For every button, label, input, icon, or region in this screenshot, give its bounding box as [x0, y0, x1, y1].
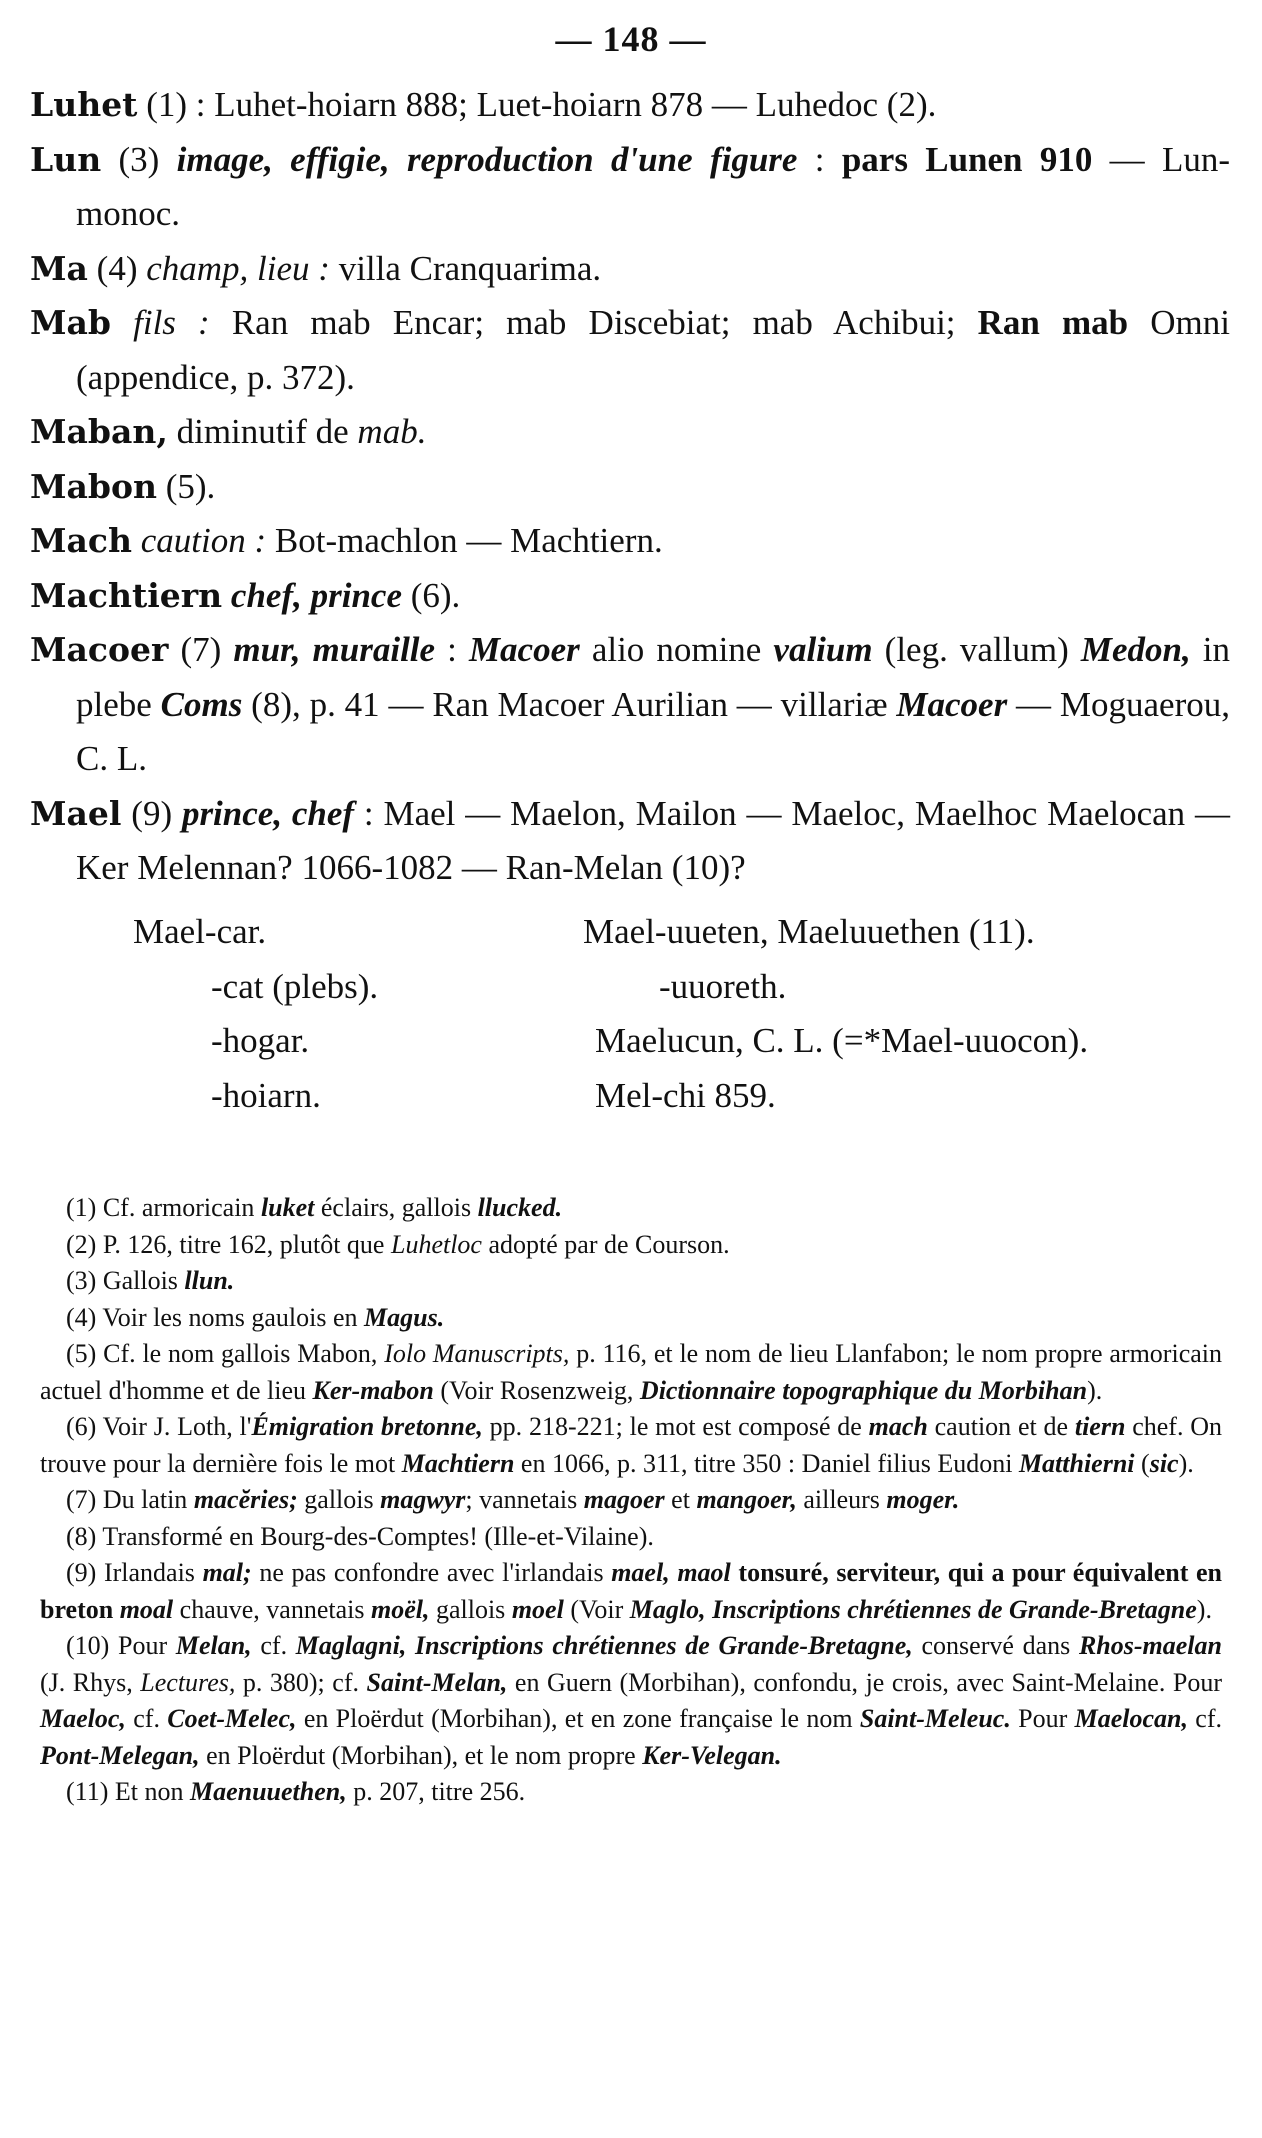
note-term: moger.: [886, 1485, 960, 1514]
headword: Mabon: [30, 466, 157, 506]
note-term: magoer: [583, 1485, 665, 1514]
note-term: luket: [260, 1193, 315, 1222]
headword: Maban,: [30, 412, 168, 451]
footnote-8: [40, 1519, 1222, 1556]
note-text: p. 116, et le nom de lieu Llanfabon; le nom propre armoricain actuel d'homme et de lieu: [40, 1339, 1222, 1405]
note-term: Maenuuethen,: [189, 1777, 347, 1806]
headword: Machtiern: [30, 575, 223, 615]
note-term: Lectures,: [140, 1667, 236, 1697]
italic-term: valium: [773, 630, 873, 669]
note-text: tonsuré, serviteur, qui a pour équivalent en breton: [40, 1558, 1222, 1624]
note-text: en Ploërdut (Morbihan), et le nom propre: [199, 1740, 643, 1770]
separator: :: [435, 630, 469, 669]
headword: Ma: [30, 248, 88, 288]
dictionary-entries: [30, 78, 1230, 896]
headword: Macoer: [30, 630, 169, 669]
derivative-item: -uuoreth.: [659, 966, 787, 1006]
note-term: macĕries;: [193, 1485, 298, 1514]
note-term: Maeloc,: [40, 1704, 126, 1733]
page-number: — 148 —: [555, 19, 707, 59]
footnote-6: [40, 1409, 1222, 1482]
gloss: prince, chef: [181, 793, 355, 833]
note-term: magwyr: [380, 1485, 466, 1514]
headword: Mach: [30, 521, 132, 560]
entry-machtiern: [30, 569, 1230, 624]
note-text: (2) P. 126, titre 162, plutôt que: [66, 1229, 391, 1259]
footnote-3: [40, 1263, 1222, 1300]
derivative-item: Mael-car.: [133, 912, 267, 951]
note-term: llucked.: [477, 1193, 563, 1222]
entry-text: — Moguaerou, C. L.: [76, 684, 1230, 778]
footnote-ref: (7): [168, 630, 234, 669]
entry-mabon: [30, 460, 1230, 515]
entry-luhet: [30, 78, 1230, 133]
footnote-10: [40, 1628, 1222, 1774]
note-text: en Guern (Morbihan), confondu, je crois, avec Saint-Melaine. Pour: [507, 1667, 1222, 1697]
note-text: (6) Voir J. Loth, l': [66, 1412, 252, 1441]
footnote-5: [40, 1336, 1222, 1409]
note-term: Machtiern: [401, 1448, 515, 1478]
note-term: Iolo Manuscripts,: [384, 1339, 570, 1368]
note-text: en Ploërdut (Morbihan), et en zone française le nom: [296, 1704, 860, 1733]
italic-term: Macoer: [896, 684, 1008, 724]
note-text: ).: [1178, 1448, 1194, 1478]
gloss: caution :: [132, 521, 267, 560]
entry-text: (5).: [157, 466, 216, 506]
note-term: Pont-Melegan,: [40, 1740, 200, 1770]
note-text: gallois: [297, 1485, 381, 1514]
headword: Luhet: [30, 85, 138, 124]
note-text: caution et de: [927, 1412, 1075, 1441]
entry-mach: [30, 514, 1230, 569]
note-text: (Voir Rosenzweig,: [433, 1375, 640, 1405]
entry-text: (1) : Luhet-hoiarn 888; Luet-hoiarn 878 — Luhedoc (2).: [137, 85, 937, 124]
note-term: moal: [119, 1594, 174, 1624]
entry-ma: [30, 242, 1230, 297]
footnote-ref: (3): [101, 139, 177, 179]
derivative-item: -cat (plebs).: [211, 966, 379, 1006]
note-text: (3) Gallois: [66, 1266, 185, 1295]
note-text: (4) Voir les noms gaulois en: [66, 1302, 365, 1332]
gloss: champ, lieu :: [146, 248, 330, 288]
note-term: Saint-Melan,: [366, 1667, 508, 1697]
footnote-2: [40, 1227, 1222, 1264]
gloss: image, effigie, reproduction d'une figure: [176, 139, 798, 179]
note-text: pp. 218-221; le mot est composé de: [482, 1412, 869, 1441]
entry-text: (6).: [401, 575, 461, 615]
note-text: Pour: [1010, 1704, 1075, 1733]
note-term: Maglo, Inscriptions chrétiennes de Grande-Bretagne: [629, 1594, 1197, 1624]
note-term: Dictionnaire topographique du Morbihan: [639, 1375, 1088, 1405]
note-term: llun.: [184, 1266, 235, 1295]
headword: Lun: [30, 139, 102, 179]
entry-text: Bot-machlon — Machtiern.: [266, 521, 663, 560]
italic-term: Coms: [160, 684, 243, 724]
derivative-item: -hogar.: [211, 1021, 310, 1060]
note-term: Melan,: [175, 1631, 252, 1660]
footnote-7: [40, 1482, 1222, 1519]
note-text: cf.: [251, 1631, 296, 1660]
entry-mael: [30, 787, 1230, 896]
note-term: Luhetloc: [390, 1229, 482, 1259]
note-text: p. 380); cf.: [235, 1667, 367, 1697]
note-text: (7) Du latin: [66, 1485, 194, 1514]
note-term: Émigration bretonne,: [251, 1412, 483, 1441]
entry-text: (leg. vallum): [872, 630, 1081, 669]
entry-text: Omni (appendice, p. 372).: [76, 303, 1230, 397]
note-text: conservé dans: [912, 1631, 1079, 1660]
entry-lun: [30, 133, 1230, 242]
footnote-1: [40, 1190, 1222, 1227]
derivatives-left-column: [133, 905, 553, 1123]
note-text: (J. Rhys,: [40, 1667, 141, 1697]
entry-mab: [30, 296, 1230, 405]
separator: :: [797, 139, 842, 179]
entry-text: (8), p. 41 — Ran Macoer Aurilian — villariæ: [242, 684, 897, 724]
note-term: mangoer,: [696, 1485, 797, 1514]
note-text: éclairs, gallois: [314, 1193, 478, 1222]
derivative-item: -hoiarn.: [211, 1075, 321, 1115]
note-term: Maglagni, Inscriptions chrétiennes de Grande-Bretagne,: [295, 1631, 913, 1660]
italic-term: Macoer: [468, 630, 580, 669]
entry-macoer: [30, 623, 1230, 787]
note-text: gallois: [429, 1594, 512, 1624]
note-text: ).: [1087, 1375, 1103, 1405]
gloss: fils :: [111, 303, 210, 342]
note-text: ).: [1196, 1594, 1212, 1624]
note-term: Ker-mabon: [312, 1375, 434, 1405]
note-text: (: [1134, 1448, 1150, 1478]
derivative-item: Mel-chi 859.: [595, 1075, 776, 1115]
note-text: ne pas confondre avec l'irlandais: [251, 1558, 612, 1587]
note-text: (1) Cf. armoricain: [66, 1193, 261, 1222]
note-text: cf.: [1187, 1704, 1223, 1733]
note-text: ; vannetais: [465, 1485, 584, 1514]
note-term: mal;: [202, 1558, 252, 1587]
note-term: Maelocan,: [1074, 1704, 1188, 1733]
note-text: p. 207, titre 256.: [346, 1777, 526, 1806]
headword: Mael: [30, 793, 122, 833]
entry-text: Ran mab Encar; mab Discebiat; mab Achibui;: [209, 303, 978, 342]
note-text: cf.: [125, 1704, 168, 1733]
note-text: (5) Cf. le nom gallois Mabon,: [66, 1339, 385, 1368]
note-term: Ker-Velegan.: [642, 1740, 782, 1770]
derivative-item: Mael-uueten, Maeluuethen (11).: [583, 912, 1035, 951]
note-term: moel: [511, 1594, 564, 1624]
footnote-ref: (4): [87, 248, 147, 288]
entry-text: diminutif de: [167, 412, 358, 451]
headword: Mab: [30, 303, 111, 342]
entry-maban: [30, 405, 1230, 460]
entry-text: villa Cranquarima.: [329, 248, 602, 288]
note-term: Rhos-maelan: [1078, 1631, 1222, 1660]
derivatives-right-column: [583, 905, 1223, 1123]
note-term: moël,: [370, 1594, 430, 1624]
italic-term: Medon,: [1080, 630, 1191, 669]
note-term: mael, maol: [611, 1558, 731, 1587]
note-text: (Voir: [563, 1594, 630, 1624]
entry-text: in plebe: [76, 630, 1231, 724]
note-text: (10) Pour: [66, 1631, 176, 1660]
derivative-item: Maelucun, C. L. (=*Mael-uuocon).: [595, 1021, 1089, 1060]
note-term: tiern: [1074, 1412, 1126, 1441]
gloss: mur, muraille: [233, 630, 436, 669]
note-text: chauve, vannetais: [173, 1594, 371, 1624]
footnote-4: [40, 1300, 1222, 1337]
footnote-11: [40, 1774, 1222, 1811]
note-text: et: [664, 1485, 697, 1514]
entry-text: — Lun-monoc.: [76, 139, 1231, 233]
note-text: ailleurs: [796, 1485, 887, 1514]
footnote-ref: (9): [121, 793, 182, 833]
note-term: sic: [1149, 1448, 1179, 1478]
note-term: Saint-Meleuc.: [859, 1704, 1011, 1733]
note-term: Magus.: [364, 1302, 445, 1332]
note-text: (9) Irlandais: [66, 1558, 203, 1587]
note-term: Matthierni: [1018, 1448, 1135, 1478]
gloss: mab.: [357, 412, 427, 451]
note-text: chef. On trouve pour la dernière fois le mot: [40, 1412, 1223, 1478]
note-text: (8) Transformé en Bourg-des-Comptes! (Ille-et-Vilaine).: [66, 1521, 654, 1551]
note-text: (11) Et non: [66, 1777, 190, 1806]
entry-text: alio nomine: [579, 630, 774, 669]
note-term: mach: [868, 1412, 928, 1441]
bold-text: Ran mab: [977, 303, 1129, 342]
gloss: chef, prince: [222, 575, 402, 615]
note-text: en 1066, p. 311, titre 350 : Daniel filius Eudoni: [514, 1448, 1019, 1478]
entry-text: : Mael — Maelon, Mailon — Maeloc, Maelhoc Maelocan — Ker Melennan? 1066-1082 — Ran-Melan (10)?: [76, 793, 1230, 887]
footnote-9: [40, 1555, 1222, 1628]
note-term: Coet-Melec,: [167, 1704, 297, 1733]
bold-text: pars Lunen 910: [841, 139, 1093, 179]
note-text: adopté par de Courson.: [481, 1229, 730, 1259]
footnotes: [40, 1190, 1222, 1811]
